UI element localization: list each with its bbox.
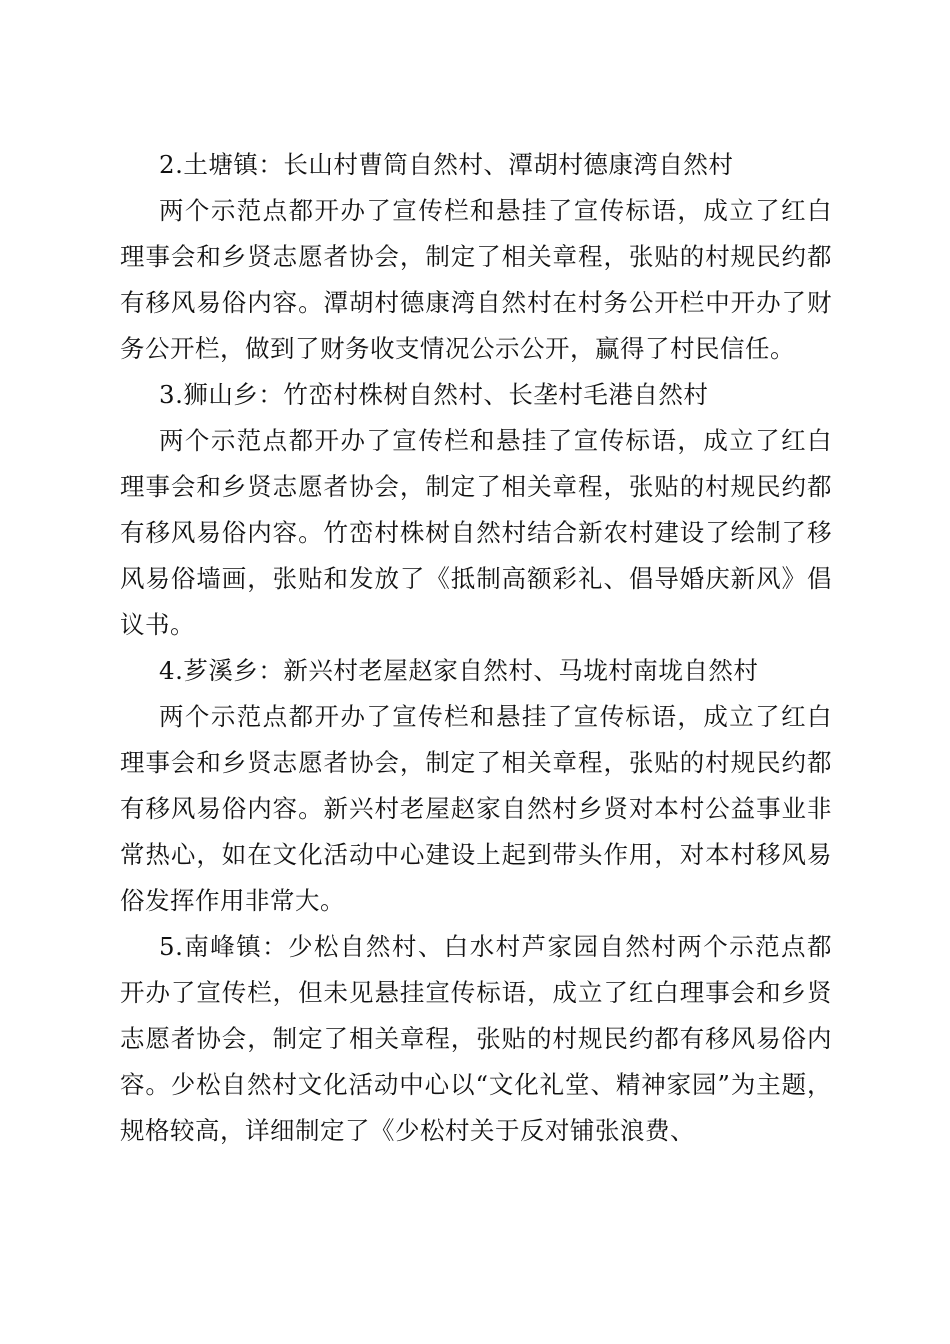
section-body-4: 两个示范点都开办了宣传栏和悬挂了宣传标语，成立了红白理事会和乡贤志愿者协会，制定了相关章程，张贴的村规民约都有移风易俗内容。新兴村老屋赵家自然村乡贤对本村公益事业非常热心，如在文化活动中心建设上起到带头作用，对本村移风易俗发挥作用非常大。	[120, 702, 832, 915]
section-heading-3: 3.狮山乡：竹峦村株树自然村、长垄村毛港自然村	[159, 380, 709, 409]
section-heading-2: 2.土塘镇：长山村曹筒自然村、潭胡村德康湾自然村	[159, 150, 734, 179]
section-body-3: 两个示范点都开办了宣传栏和悬挂了宣传标语，成立了红白理事会和乡贤志愿者协会，制定了相关章程，张贴的村规民约都有移风易俗内容。竹峦村株树自然村结合新农村建设了绘制了移风易俗墙画，张贴和发放了《抵制高额彩礼、倡导婚庆新风》倡议书。	[120, 426, 832, 639]
section-heading-4: 4.芗溪乡：新兴村老屋赵家自然村、马垅村南垅自然村	[159, 656, 759, 685]
section-body-2: 两个示范点都开办了宣传栏和悬挂了宣传标语，成立了红白理事会和乡贤志愿者协会，制定了相关章程，张贴的村规民约都有移风易俗内容。潭胡村德康湾自然村在村务公开栏中开办了财务公开栏，做到了财务收支情况公示公开，赢得了村民信任。	[120, 196, 832, 363]
section-paragraph-5: 5.南峰镇：少松自然村、白水村芦家园自然村两个示范点都开办了宣传栏，但未见悬挂宣传标语，成立了红白理事会和乡贤志愿者协会，制定了相关章程，张贴的村规民约都有移风易俗内容。少松自然村文化活动中心以“文化礼堂、精神家园”为主题，规格较高，详细制定了《少松村关于反对铺张浪费、	[120, 932, 832, 1145]
document-body	[120, 142, 832, 1154]
